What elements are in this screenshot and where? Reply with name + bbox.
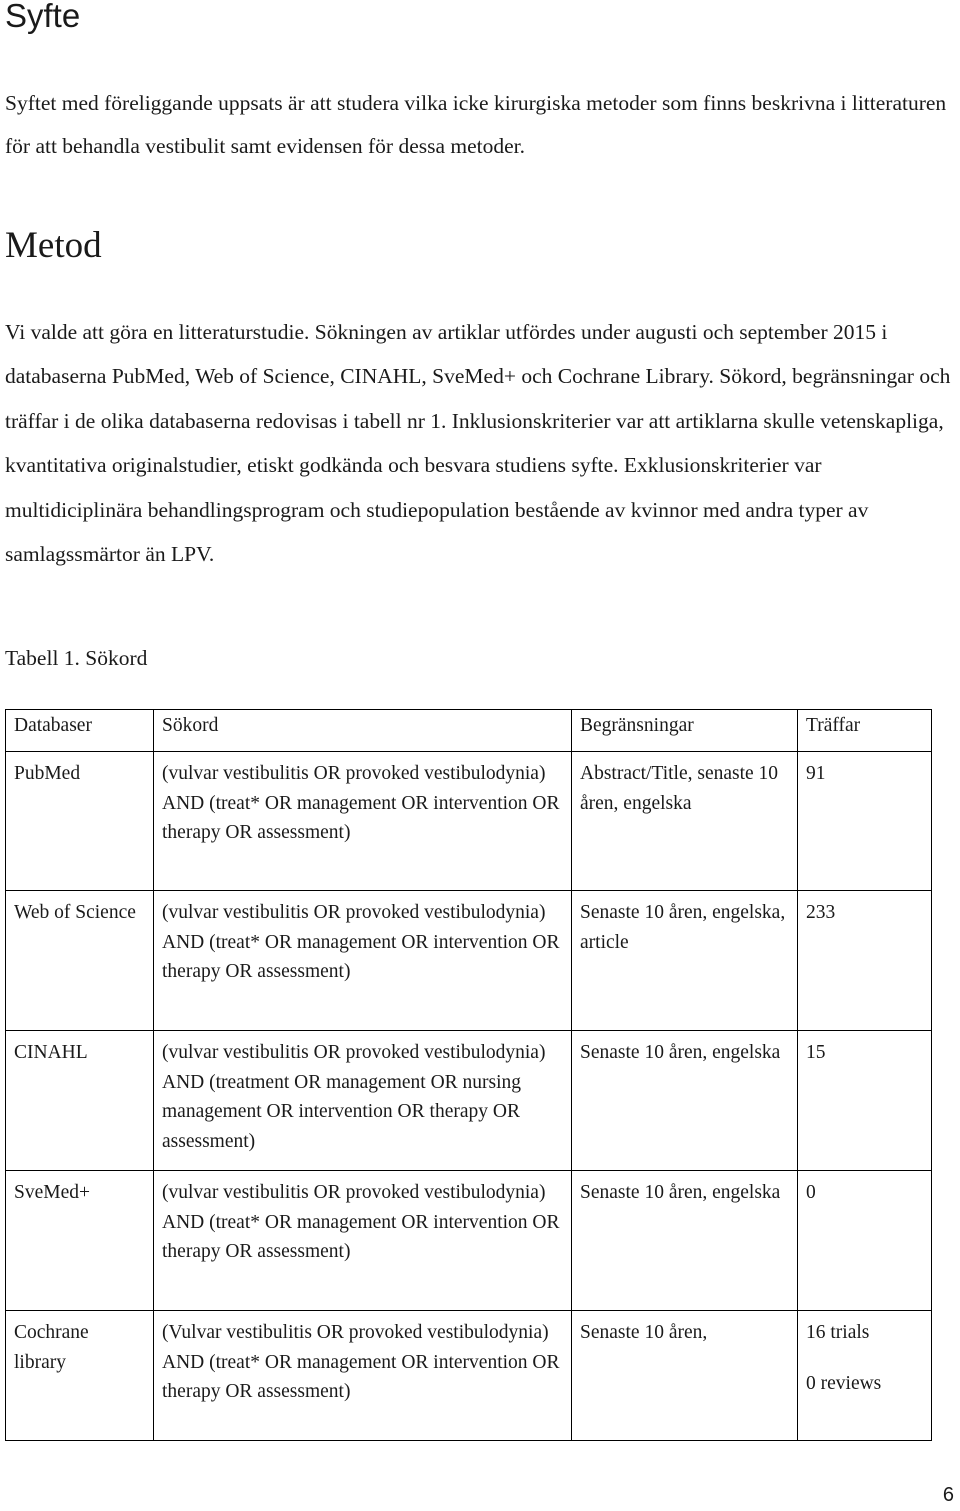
page-number: 6	[942, 1484, 954, 1506]
table-row	[6, 1311, 932, 1441]
hits-value: 91	[806, 763, 826, 784]
table-row	[6, 1171, 932, 1311]
hits-value: 16 trials	[806, 1322, 870, 1343]
table-header-row	[6, 710, 932, 752]
search-table	[5, 709, 932, 1441]
limits-cell: Senaste 10 åren, engelska	[572, 1171, 798, 1311]
hits-cell	[798, 1171, 932, 1311]
table-row	[6, 752, 932, 891]
limits-cell: Abstract/Title, senaste 10 åren, engelska	[572, 752, 798, 891]
table-caption: Tabell 1. Sökord	[5, 646, 148, 670]
hits-value: 0 reviews	[806, 1372, 882, 1394]
hits-cell	[798, 1311, 932, 1441]
hits-value: 233	[806, 902, 836, 923]
database-cell: PubMed	[6, 752, 154, 891]
section-heading-syfte: Syfte	[5, 0, 81, 34]
database-cell: SveMed+	[6, 1171, 154, 1311]
paragraph-metod: Vi valde att göra en litteraturstudie. Sökningen av artiklar utfördes under augusti och september 2015 i databaserna PubMed, Web of Science, CINAHL, SveMed+ och Cochrane Library. Sökord, begränsningar och träffar i de olika databaserna redovisas i tabell nr 1. Inklusionskriterier var att artiklarna skulle vetenskapliga, kvantitativa originalstudier, etiskt godkända och besvara studiens syfte. Exklusionskriterier var multidiciplinära behandlingsprogram och studiepopulation bestående av kvinnor med andra typer av samlagssmärtor än LPV.	[5, 320, 951, 567]
keywords-cell: (vulvar vestibulitis OR provoked vestibulodynia) AND (treat* OR management OR intervention OR therapy OR assessment)	[154, 1171, 572, 1311]
header-cell: Databaser	[6, 710, 154, 752]
database-cell: Web of Science	[6, 891, 154, 1031]
paragraph-syfte: Syftet med föreliggande uppsats är att studera vilka icke kirurgiska metoder som finns beskrivna i litteraturen för att behandla vestibulit samt evidensen för dessa metoder.	[5, 91, 947, 158]
header-cell: Begränsningar	[572, 710, 798, 752]
hits-cell	[798, 752, 932, 891]
hits-value: 15	[806, 1042, 826, 1063]
header-cell: Sökord	[154, 710, 572, 752]
keywords-cell: (vulvar vestibulitis OR provoked vestibulodynia) AND (treatment OR management OR nursing management OR intervention OR therapy OR assessment)	[154, 1031, 572, 1171]
database-cell: Cochrane library	[6, 1311, 154, 1441]
limits-cell: Senaste 10 åren,	[572, 1311, 798, 1441]
hits-value: 0	[806, 1182, 816, 1203]
hits-cell	[798, 1031, 932, 1171]
keywords-cell: (vulvar vestibulitis OR provoked vestibulodynia) AND (treat* OR management OR intervention OR therapy OR assessment)	[154, 752, 572, 891]
section-heading-metod: Metod	[5, 225, 102, 266]
limits-cell: Senaste 10 åren, engelska, article	[572, 891, 798, 1031]
keywords-cell: (Vulvar vestibulitis OR provoked vestibulodynia) AND (treat* OR management OR intervention OR therapy OR assessment)	[154, 1311, 572, 1441]
table-row	[6, 1031, 932, 1171]
limits-cell: Senaste 10 åren, engelska	[572, 1031, 798, 1171]
hits-cell	[798, 891, 932, 1031]
header-cell: Träffar	[798, 710, 932, 752]
database-cell: CINAHL	[6, 1031, 154, 1171]
keywords-cell: (vulvar vestibulitis OR provoked vestibulodynia) AND (treat* OR management OR intervention OR therapy OR assessment)	[154, 891, 572, 1031]
table-row	[6, 891, 932, 1031]
